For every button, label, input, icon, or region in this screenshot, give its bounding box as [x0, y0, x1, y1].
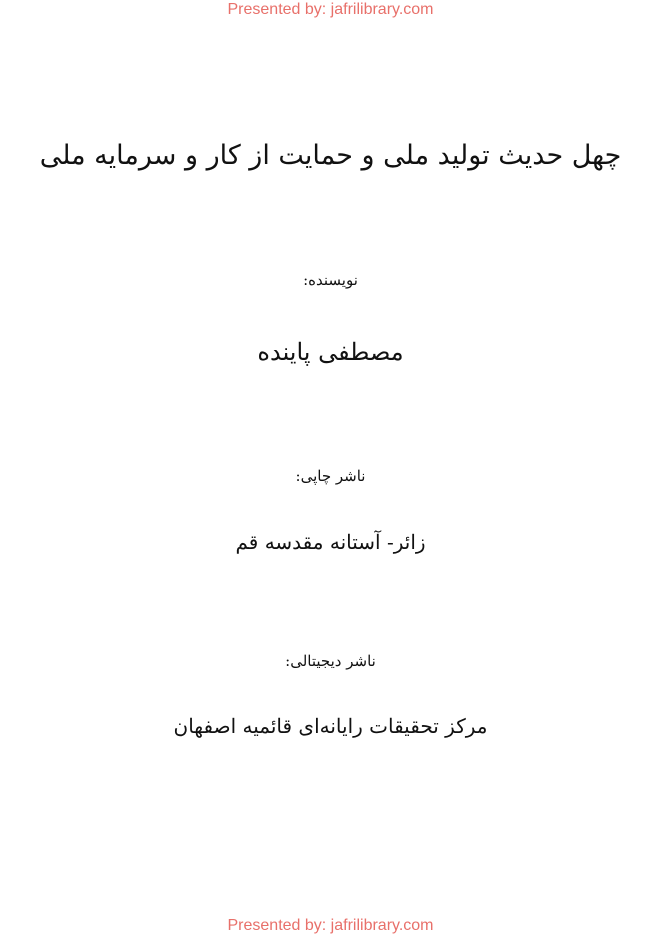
print-publisher-name: زائر- آستانه مقدسه قم [235, 530, 426, 554]
digital-publisher-name: مرکز تحقیقات رایانه‌ای قائمیه اصفهان [173, 714, 488, 738]
watermark-top: Presented by: jafrilibrary.com [227, 1, 434, 18]
book-title: چهل حدیث تولید ملی و حمایت از کار و سرمایه ملی [39, 140, 622, 171]
print-publisher-label: ناشر چاپی: [295, 467, 366, 485]
author-name: مصطفی پاینده [257, 338, 404, 366]
digital-publisher-label: ناشر دیجیتالی: [285, 652, 376, 670]
author-label: نویسنده: [303, 271, 358, 289]
watermark-bottom: Presented by: jafrilibrary.com [227, 917, 434, 934]
